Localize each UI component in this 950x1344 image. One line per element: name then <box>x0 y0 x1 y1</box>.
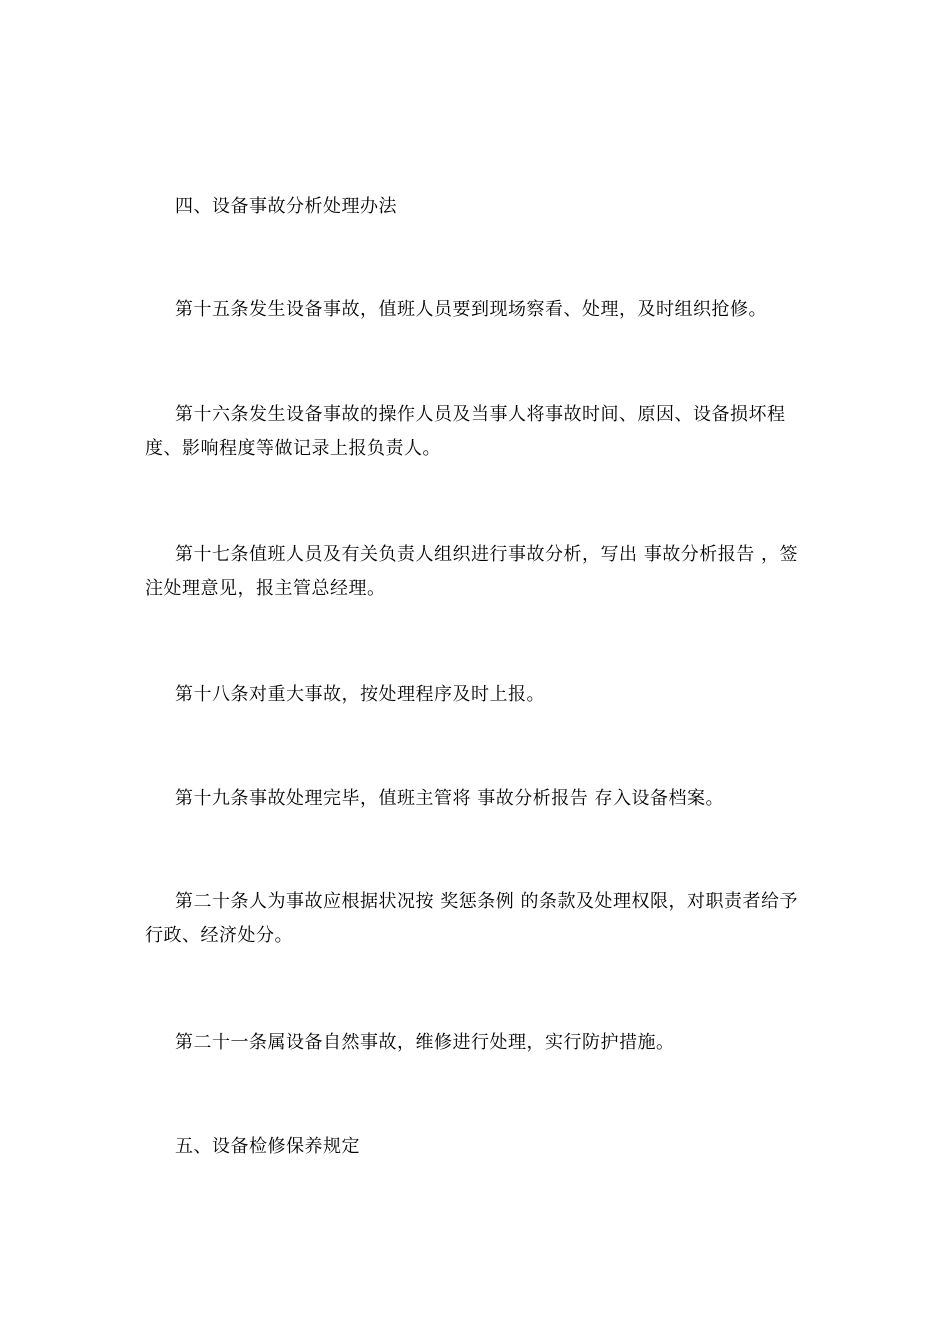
article-18: 第十八条对重大事故，按处理程序及时上报。 <box>175 684 545 705</box>
article-16: 第十六条发生设备事故的操作人员及当事人将事故时间、原因、设备损坏程度、影响程度等做记录上报负责人。 <box>145 404 786 459</box>
section-heading-accident-handling: 四、设备事故分析处理办法 <box>175 196 397 217</box>
article-21: 第二十一条属设备自然事故，维修进行处理，实行防护措施。 <box>175 1032 675 1053</box>
article-19: 第十九条事故处理完毕，值班主管将 事故分析报告 存入设备档案。 <box>175 788 724 809</box>
section-heading-maintenance: 五、设备检修保养规定 <box>175 1136 360 1157</box>
article-20: 第二十条人为事故应根据状况按 奖惩条例 的条款及处理权限，对职责者给予行政、经济处分。 <box>145 891 798 946</box>
article-15: 第十五条发生设备事故，值班人员要到现场察看、处理，及时组织抢修。 <box>175 299 767 320</box>
article-17: 第十七条值班人员及有关负责人组织进行事故分析，写出 事故分析报告 ，签注处理意见，报主管总经理。 <box>145 544 798 599</box>
